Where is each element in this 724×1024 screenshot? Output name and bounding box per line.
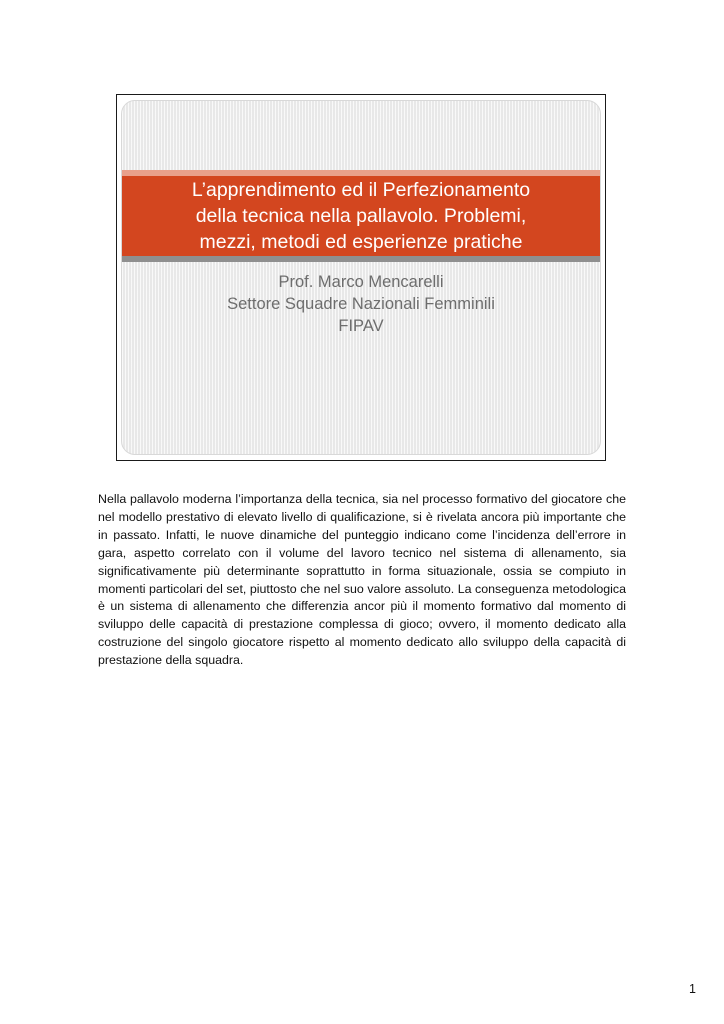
slide-title-line: della tecnica nella pallavolo. Problemi, [195,205,527,227]
author-name: Prof. Marco Mencarelli [278,273,444,291]
slide-thumbnail [116,94,606,461]
slide-title-line: mezzi, metodi ed esperienze pratiche [199,231,523,253]
author-organization: FIPAV [338,317,384,335]
title-band-bottom-stripe [122,256,600,262]
title-band [122,176,600,256]
slide-background [121,100,601,455]
slide-author-block [122,271,600,337]
slide-title-line: L’apprendimento ed il Perfezionamento [191,179,531,201]
author-department: Settore Squadre Nazionali Femminili [227,295,495,313]
slide-title [192,177,530,255]
body-paragraph: Nella pallavolo moderna l’importanza della tecnica, sia nel processo formativo del giocatore che nel modello prestativo di elevato livello di qualificazione, si è rivelata ancora più importante che in passato. Infatti, le nuove dinamiche del punteggio indicano come l’incidenza dell’errore in gara, aspetto correlato con il volume del lavoro tecnico nel sistema di allenamento, sia significativamente più determinante soprattutto in forma situazionale, ossia se compiuto in momenti particolari del set, piuttosto che nel suo valore assoluto. La conseguenza metodologica è un sistema di allenamento che differenzia ancor più il momento formativo dal momento di sviluppo delle capacità di prestazione complessa di gioco; ovvero, il momento dedicato alla costruzione del singolo giocatore rispetto al momento dedicato allo sviluppo della capacità di prestazione della squadra. [98,492,626,668]
page-number: 1 [689,982,696,996]
